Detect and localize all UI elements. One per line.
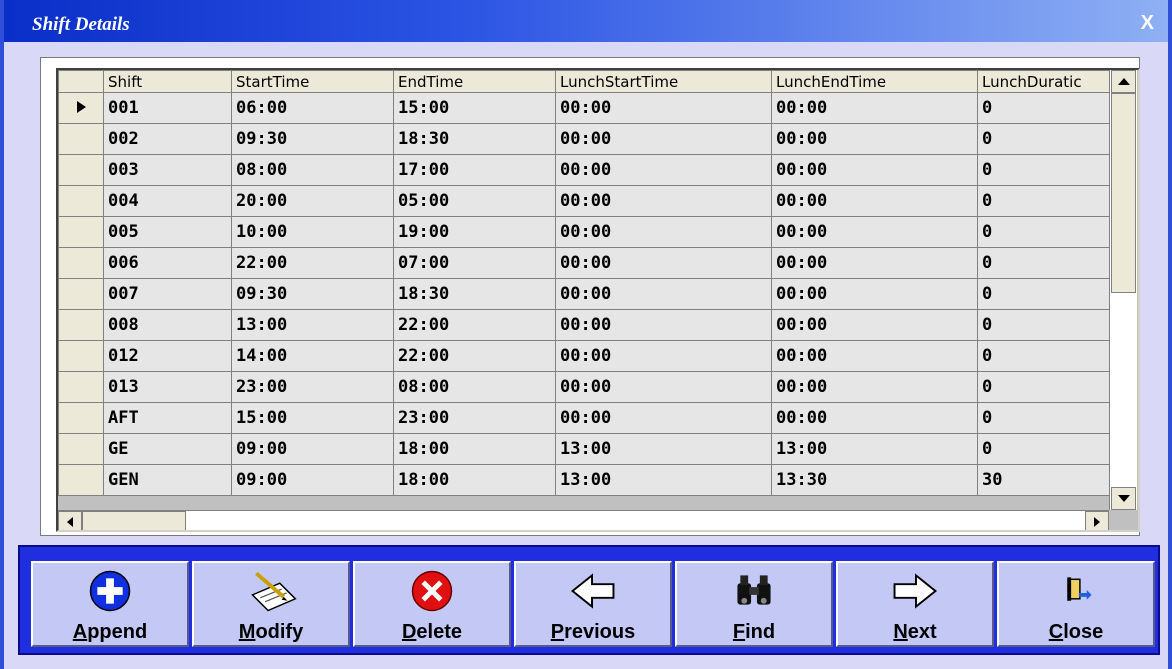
cell-lunchstarttime[interactable]: 00:00 — [556, 248, 772, 279]
row-selector[interactable] — [59, 124, 104, 155]
next-button[interactable] — [836, 561, 994, 647]
scroll-up-button[interactable] — [1111, 70, 1136, 93]
cell-endtime[interactable]: 19:00 — [394, 217, 556, 248]
find-button[interactable] — [675, 561, 833, 647]
find-label: Find — [732, 621, 776, 643]
cell-lunchduration[interactable]: 0 — [978, 279, 1110, 310]
table-row[interactable] — [59, 465, 1110, 496]
cell-lunchendtime[interactable]: 00:00 — [772, 93, 978, 124]
arrow-right-icon — [838, 569, 992, 613]
cell-lunchendtime[interactable]: 00:00 — [772, 155, 978, 186]
table-row[interactable] — [59, 248, 1110, 279]
cell-lunchduration[interactable]: 0 — [978, 434, 1110, 465]
table-row[interactable] — [59, 124, 1110, 155]
cell-starttime[interactable]: 06:00 — [232, 93, 394, 124]
cell-endtime[interactable]: 17:00 — [394, 155, 556, 186]
column-header-endtime[interactable]: EndTime — [394, 71, 556, 93]
cell-lunchstarttime[interactable]: 00:00 — [556, 403, 772, 434]
scroll-right-button[interactable] — [1085, 511, 1109, 531]
table-row[interactable] — [59, 155, 1110, 186]
row-selector-header — [59, 71, 104, 93]
cell-lunchstarttime[interactable]: 00:00 — [556, 310, 772, 341]
close-window-icon[interactable]: X — [1140, 12, 1154, 34]
cell-endtime[interactable]: 18:30 — [394, 124, 556, 155]
cell-lunchendtime[interactable]: 00:00 — [772, 124, 978, 155]
cell-starttime[interactable]: 08:00 — [232, 155, 394, 186]
cell-shift[interactable]: 007 — [104, 279, 232, 310]
scrollbar-corner — [1109, 510, 1136, 530]
table-row[interactable] — [59, 186, 1110, 217]
cell-shift[interactable]: 012 — [104, 341, 232, 372]
cell-lunchduration[interactable]: 0 — [978, 93, 1110, 124]
cell-lunchduration[interactable]: 0 — [978, 372, 1110, 403]
vertical-scroll-thumb[interactable] — [1111, 93, 1136, 293]
horizontal-scrollbar[interactable] — [58, 510, 1109, 531]
cell-endtime[interactable]: 15:00 — [394, 93, 556, 124]
cell-starttime[interactable]: 20:00 — [232, 186, 394, 217]
cell-shift[interactable]: 013 — [104, 372, 232, 403]
append-button[interactable] — [31, 561, 189, 647]
cell-shift[interactable]: 005 — [104, 217, 232, 248]
cell-endtime[interactable]: 18:00 — [394, 465, 556, 496]
notepad-pen-icon — [194, 569, 348, 613]
next-label: Next — [893, 621, 937, 643]
row-selector[interactable] — [59, 186, 104, 217]
title-bar[interactable] — [4, 0, 1168, 42]
cell-shift[interactable]: 006 — [104, 248, 232, 279]
cell-starttime[interactable]: 15:00 — [232, 403, 394, 434]
delete-label: Delete — [401, 621, 463, 643]
cell-lunchstarttime[interactable]: 00:00 — [556, 186, 772, 217]
cell-starttime[interactable]: 09:00 — [232, 465, 394, 496]
cell-lunchstarttime[interactable]: 00:00 — [556, 93, 772, 124]
column-header-lunchstarttime[interactable]: LunchStartTime — [556, 71, 772, 93]
cell-starttime[interactable]: 09:30 — [232, 124, 394, 155]
close-button[interactable] — [997, 561, 1155, 647]
cell-lunchendtime[interactable]: 00:00 — [772, 310, 978, 341]
cell-endtime[interactable]: 05:00 — [394, 186, 556, 217]
cell-starttime[interactable]: 23:00 — [232, 372, 394, 403]
cell-lunchendtime[interactable]: 00:00 — [772, 341, 978, 372]
cell-lunchstarttime[interactable]: 13:00 — [556, 465, 772, 496]
plus-circle-icon — [33, 569, 187, 613]
row-selector[interactable] — [59, 217, 104, 248]
row-selector[interactable] — [59, 403, 104, 434]
cell-lunchduration[interactable]: 0 — [978, 155, 1110, 186]
column-header-lunchendtime[interactable]: LunchEndTime — [772, 71, 978, 93]
chevron-down-icon — [1118, 495, 1130, 502]
door-exit-icon — [999, 569, 1153, 613]
row-selector[interactable] — [59, 248, 104, 279]
row-selector[interactable] — [59, 310, 104, 341]
cell-shift[interactable]: 008 — [104, 310, 232, 341]
cell-lunchduration[interactable]: 30 — [978, 465, 1110, 496]
action-toolbar — [18, 545, 1160, 655]
row-selector[interactable] — [59, 341, 104, 372]
cell-lunchendtime[interactable]: 00:00 — [772, 372, 978, 403]
row-selector[interactable] — [59, 279, 104, 310]
table-row[interactable] — [59, 403, 1110, 434]
previous-button[interactable] — [514, 561, 672, 647]
cell-starttime[interactable]: 09:30 — [232, 279, 394, 310]
cell-lunchendtime[interactable]: 00:00 — [772, 248, 978, 279]
close-label: Close — [1048, 621, 1104, 643]
row-selector[interactable] — [59, 465, 104, 496]
cell-endtime[interactable]: 18:30 — [394, 279, 556, 310]
modify-button[interactable] — [192, 561, 350, 647]
cell-lunchduration[interactable]: 0 — [978, 248, 1110, 279]
row-selector[interactable] — [59, 155, 104, 186]
row-selector[interactable] — [59, 372, 104, 403]
cell-lunchendtime[interactable]: 13:00 — [772, 434, 978, 465]
cell-lunchduration[interactable]: 0 — [978, 186, 1110, 217]
cell-lunchstarttime[interactable]: 00:00 — [556, 217, 772, 248]
previous-label: Previous — [550, 621, 636, 643]
cell-lunchduration[interactable]: 0 — [978, 217, 1110, 248]
window-title: Shift Details — [32, 14, 130, 35]
cell-lunchstarttime[interactable]: 13:00 — [556, 434, 772, 465]
cell-starttime[interactable]: 13:00 — [232, 310, 394, 341]
cell-lunchduration[interactable]: 0 — [978, 124, 1110, 155]
cell-shift[interactable]: GE — [104, 434, 232, 465]
cell-lunchendtime[interactable]: 13:30 — [772, 465, 978, 496]
cell-starttime[interactable]: 22:00 — [232, 248, 394, 279]
table-row[interactable] — [59, 93, 1110, 124]
cell-endtime[interactable]: 18:00 — [394, 434, 556, 465]
cell-lunchstarttime[interactable]: 00:00 — [556, 341, 772, 372]
grid-frame — [40, 57, 1140, 536]
cell-lunchendtime[interactable]: 00:00 — [772, 217, 978, 248]
cell-endtime[interactable]: 23:00 — [394, 403, 556, 434]
column-header-shift[interactable]: Shift — [104, 71, 232, 93]
chevron-right-icon — [1094, 517, 1100, 527]
table-row[interactable] — [59, 341, 1110, 372]
modify-label: Modify — [238, 621, 304, 643]
cell-lunchstarttime[interactable]: 00:00 — [556, 279, 772, 310]
chevron-left-icon — [67, 517, 73, 527]
cell-endtime[interactable]: 22:00 — [394, 341, 556, 372]
cell-shift[interactable]: 003 — [104, 155, 232, 186]
shift-table — [58, 70, 1110, 496]
cell-lunchendtime[interactable]: 00:00 — [772, 403, 978, 434]
table-row[interactable] — [59, 279, 1110, 310]
cell-starttime[interactable]: 14:00 — [232, 341, 394, 372]
cell-shift[interactable]: 004 — [104, 186, 232, 217]
binoculars-icon — [677, 569, 831, 613]
cell-starttime[interactable]: 10:00 — [232, 217, 394, 248]
shift-grid — [56, 68, 1140, 532]
row-selector[interactable] — [59, 434, 104, 465]
table-row[interactable] — [59, 372, 1110, 403]
vertical-scrollbar[interactable] — [1109, 70, 1137, 510]
cell-shift[interactable]: 001 — [104, 93, 232, 124]
table-row[interactable] — [59, 434, 1110, 465]
row-selector[interactable] — [59, 93, 104, 124]
cell-starttime[interactable]: 09:00 — [232, 434, 394, 465]
current-row-arrow-icon — [77, 101, 86, 113]
cell-shift[interactable]: GEN — [104, 465, 232, 496]
cell-endtime[interactable]: 07:00 — [394, 248, 556, 279]
cell-lunchduration[interactable]: 0 — [978, 341, 1110, 372]
cell-lunchendtime[interactable]: 00:00 — [772, 279, 978, 310]
x-circle-icon — [355, 569, 509, 613]
chevron-up-icon — [1118, 78, 1130, 85]
table-row[interactable] — [59, 310, 1110, 341]
cell-lunchstarttime[interactable]: 00:00 — [556, 372, 772, 403]
table-row[interactable] — [59, 217, 1110, 248]
cell-shift[interactable]: AFT — [104, 403, 232, 434]
column-header-lunchduration[interactable]: LunchDuratic — [978, 71, 1110, 93]
delete-button[interactable] — [353, 561, 511, 647]
horizontal-scroll-thumb[interactable] — [82, 511, 186, 531]
cell-lunchstarttime[interactable]: 00:00 — [556, 124, 772, 155]
cell-lunchduration[interactable]: 0 — [978, 310, 1110, 341]
scroll-left-button[interactable] — [58, 511, 82, 531]
cell-lunchstarttime[interactable]: 00:00 — [556, 155, 772, 186]
cell-endtime[interactable]: 08:00 — [394, 372, 556, 403]
append-label: Append — [72, 621, 148, 643]
column-header-starttime[interactable]: StartTime — [232, 71, 394, 93]
cell-lunchduration[interactable]: 0 — [978, 403, 1110, 434]
cell-endtime[interactable]: 22:00 — [394, 310, 556, 341]
cell-lunchendtime[interactable]: 00:00 — [772, 186, 978, 217]
cell-shift[interactable]: 002 — [104, 124, 232, 155]
scroll-down-button[interactable] — [1111, 487, 1136, 510]
arrow-left-icon — [516, 569, 670, 613]
table-header-row — [59, 71, 1110, 93]
